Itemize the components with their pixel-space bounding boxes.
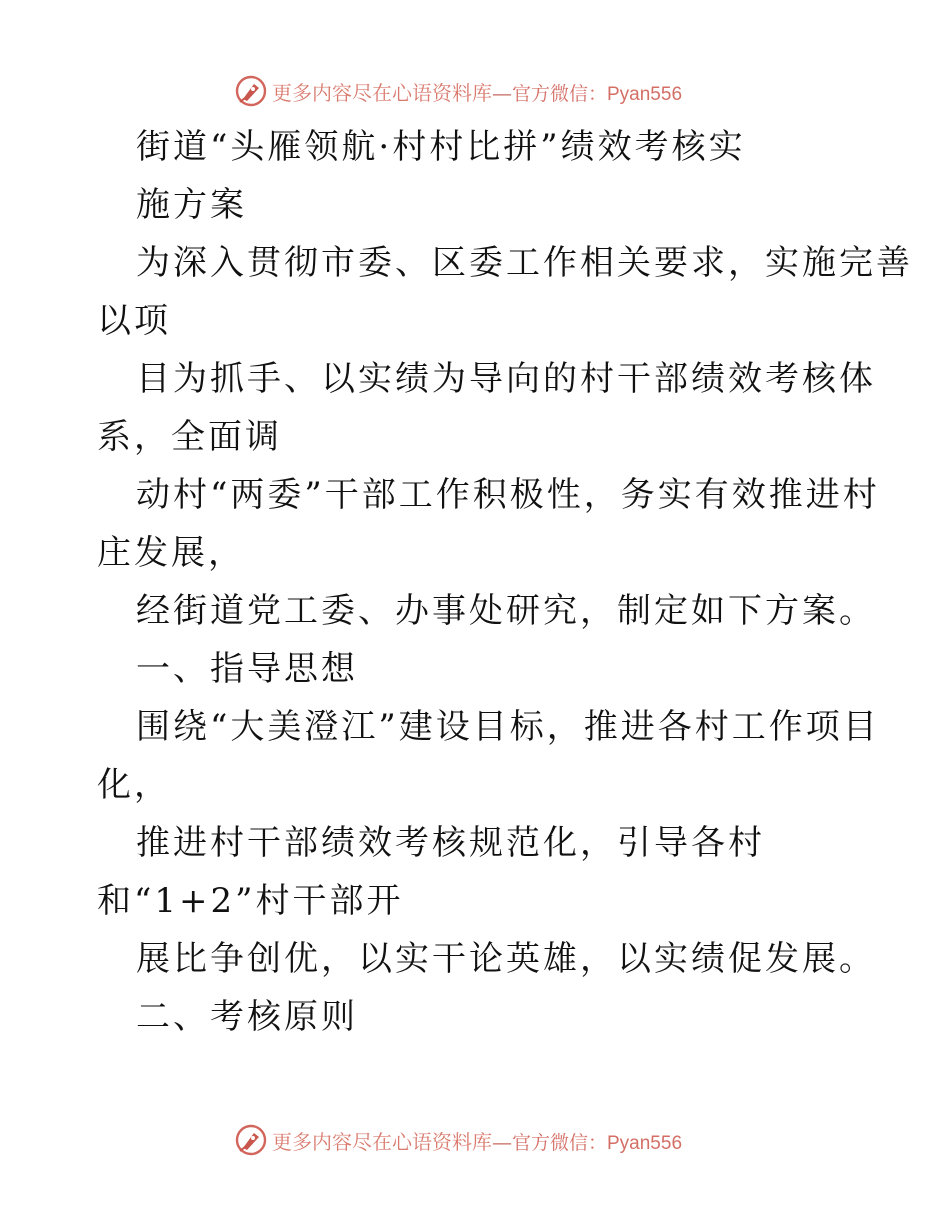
watermark-title: 更多内容尽在心语资料库 (272, 80, 492, 105)
paragraph-line: 和“1+2”村干部开 (97, 881, 404, 921)
paragraph-line: 推进村干部绩效考核规范化，引导各村 (136, 823, 765, 863)
paragraph-line: 系，全面调 (97, 417, 282, 457)
pen-nib-logo-icon (234, 74, 268, 108)
doc-title-line-2: 施方案 (136, 185, 247, 225)
pen-nib-logo-icon (234, 1123, 268, 1157)
watermark-contact: 官方微信：Pyan556 (512, 1132, 683, 1154)
paragraph-line: 化， (97, 765, 171, 805)
paragraph-line: 动村“两委”干部工作积极性，务实有效推进村 (136, 475, 880, 515)
paragraph-line: 展比争创优，以实干论英雄，以实绩促发展。 (136, 939, 876, 979)
paragraph-line: 庄发展， (97, 533, 245, 573)
watermark-separator: — (492, 1129, 512, 1154)
paragraph-line: 经街道党工委、办事处研究，制定如下方案。 (136, 591, 876, 631)
section-heading-guiding-thought: 一、指导思想 (136, 649, 358, 689)
section-heading-assessment-principles: 二、考核原则 (136, 997, 358, 1037)
watermark-title: 更多内容尽在心语资料库 (272, 1129, 492, 1154)
watermark-text (272, 1126, 682, 1155)
footer-watermark (234, 1122, 682, 1158)
watermark-text (272, 77, 682, 106)
watermark-separator: — (492, 80, 512, 105)
paragraph-line: 围绕“大美澄江”建设目标，推进各村工作项目 (136, 707, 880, 747)
paragraph-line: 为深入贯彻市委、区委工作相关要求，实施完善 (136, 243, 913, 283)
header-watermark (234, 73, 682, 109)
paragraph-line: 以项 (97, 301, 171, 341)
doc-title-line-1: 街道“头雁领航·村村比拼”绩效考核实 (136, 127, 746, 167)
watermark-contact: 官方微信：Pyan556 (512, 83, 683, 105)
paragraph-line: 目为抓手、以实绩为导向的村干部绩效考核体 (136, 359, 876, 399)
